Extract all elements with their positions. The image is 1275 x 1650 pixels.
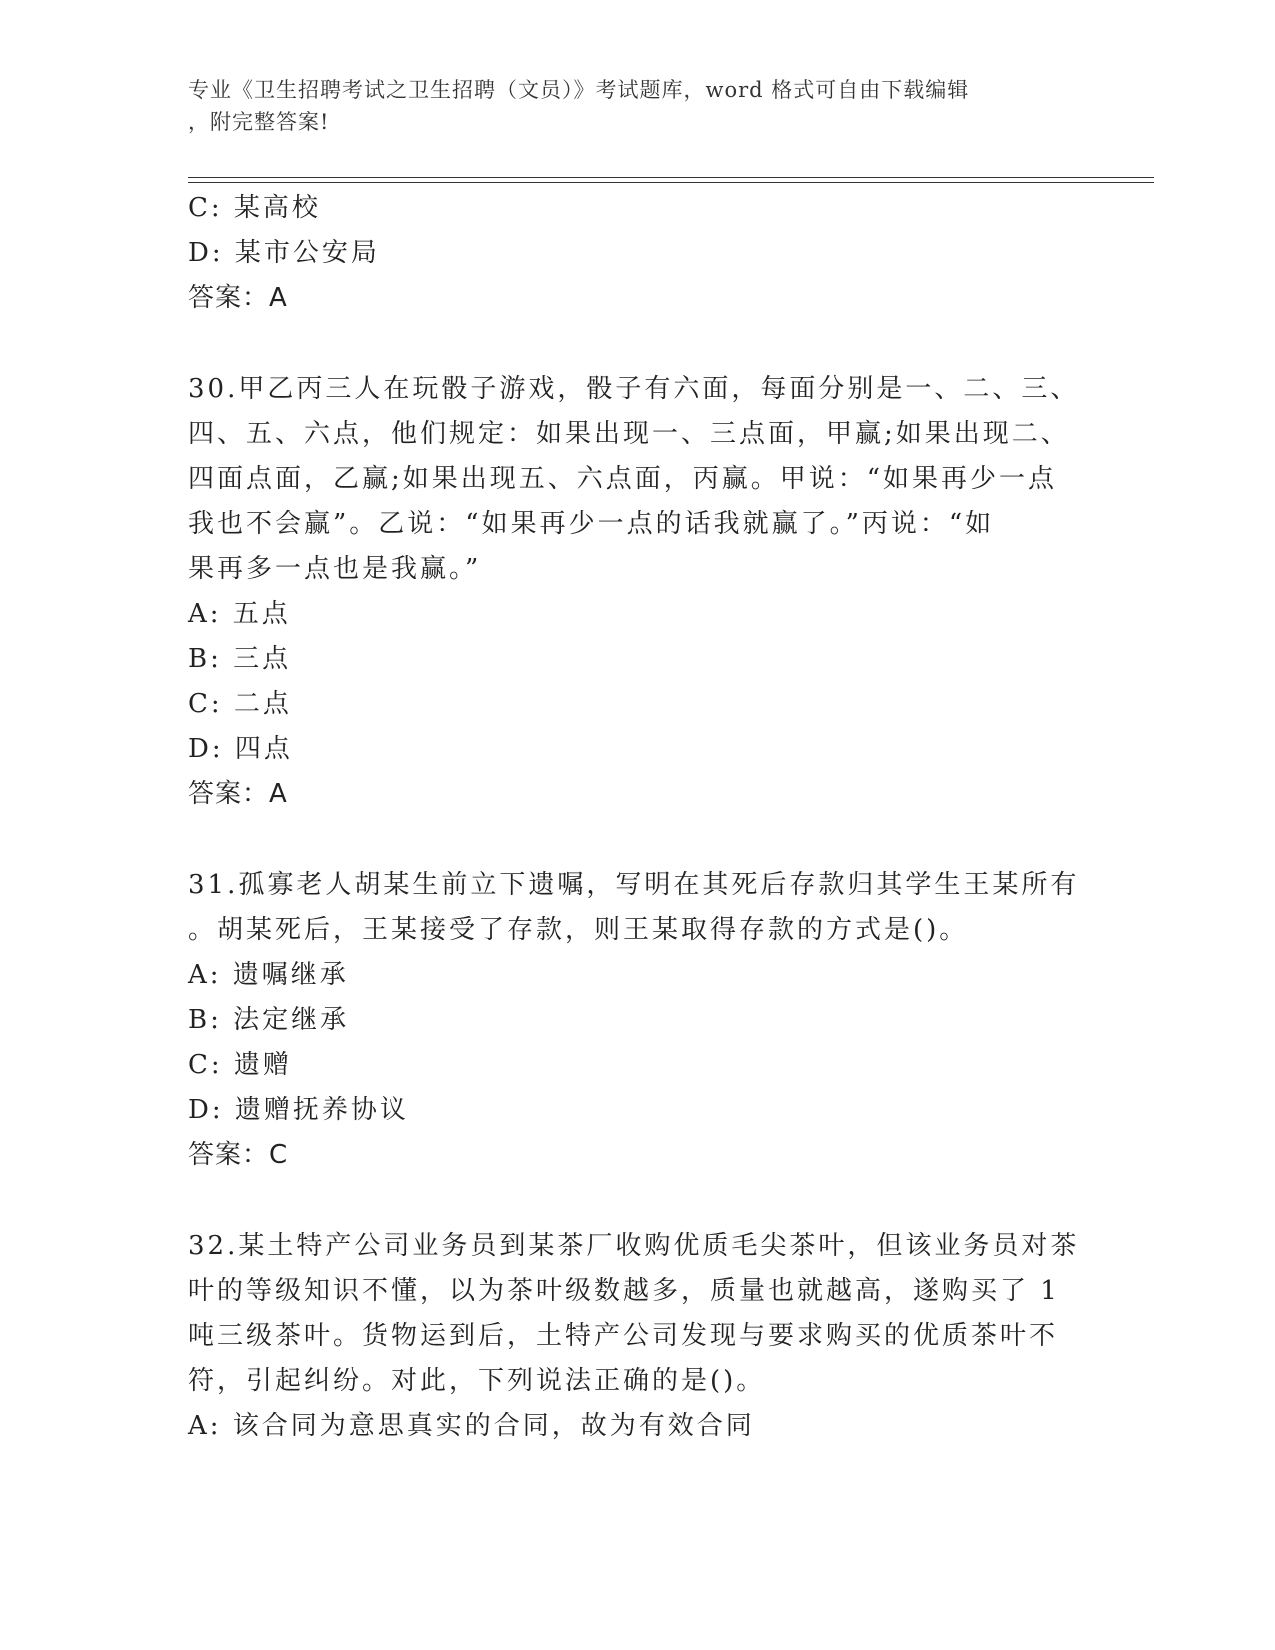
question-line: 30.甲乙丙三人在玩骰子游戏，骰子有六面，每面分别是一、二、三、 [188, 374, 1080, 404]
option-c: C: 遗赠 [188, 1050, 292, 1080]
question-line: 。胡某死后，王某接受了存款，则王某取得存款的方式是()。 [188, 915, 969, 945]
option-c: C: 二点 [188, 689, 292, 719]
option-c: C: 某高校 [188, 193, 321, 223]
question-line: 四、五、六点，他们规定：如果出现一、三点面，甲赢;如果出现二、 [188, 419, 1070, 449]
question-text [188, 1224, 1088, 1404]
option-d: D: 某市公安局 [188, 238, 380, 268]
question-content [188, 186, 1088, 1449]
option-a: A: 遗嘱继承 [188, 960, 349, 990]
question-30 [188, 367, 1088, 817]
option-a: A: 五点 [188, 599, 291, 629]
question-line: 果再多一点也是我赢。” [188, 554, 482, 584]
question-text [188, 863, 1088, 953]
document-header [188, 74, 1088, 138]
option-d: D: 遗赠抚养协议 [188, 1095, 409, 1125]
option-d: D: 四点 [188, 734, 293, 764]
header-line-2: ，附完整答案! [188, 110, 330, 134]
header-line-1: 专业《卫生招聘考试之卫生招聘（文员）》考试题库，word 格式可自由下载编辑 [188, 78, 970, 102]
option-b: B: 法定继承 [188, 1005, 350, 1035]
question-line: 四面点面，乙赢;如果出现五、六点面，丙赢。甲说：“如果再少一点 [188, 464, 1058, 494]
prev-question-block [188, 186, 1088, 321]
question-line: 31.孤寡老人胡某生前立下遗嘱，写明在其死后存款归其学生王某所有 [188, 870, 1080, 900]
question-line: 32.某土特产公司业务员到某茶厂收购优质毛尖茶叶，但该业务员对茶 [188, 1231, 1080, 1261]
header-divider-top [188, 177, 1154, 178]
question-line: 吨三级茶叶。货物运到后，土特产公司发现与要求购买的优质茶叶不 [188, 1321, 1059, 1351]
answer: 答案：A [188, 779, 288, 809]
question-line: 符，引起纠纷。对此，下列说法正确的是()。 [188, 1366, 766, 1396]
answer: 答案：A [188, 283, 288, 313]
question-31 [188, 863, 1088, 1178]
header-divider-bottom [188, 182, 1154, 183]
question-line: 我也不会赢”。乙说：“如果再少一点的话我就赢了。”丙说：“如 [188, 509, 995, 539]
question-32 [188, 1224, 1088, 1449]
question-text [188, 367, 1088, 592]
question-line: 叶的等级知识不懂，以为茶叶级数越多，质量也就越高，遂购买了 1 [188, 1276, 1060, 1306]
option-a: A: 该合同为意思真实的合同，故为有效合同 [188, 1411, 755, 1441]
answer: 答案：C [188, 1140, 289, 1170]
option-b: B: 三点 [188, 644, 292, 674]
